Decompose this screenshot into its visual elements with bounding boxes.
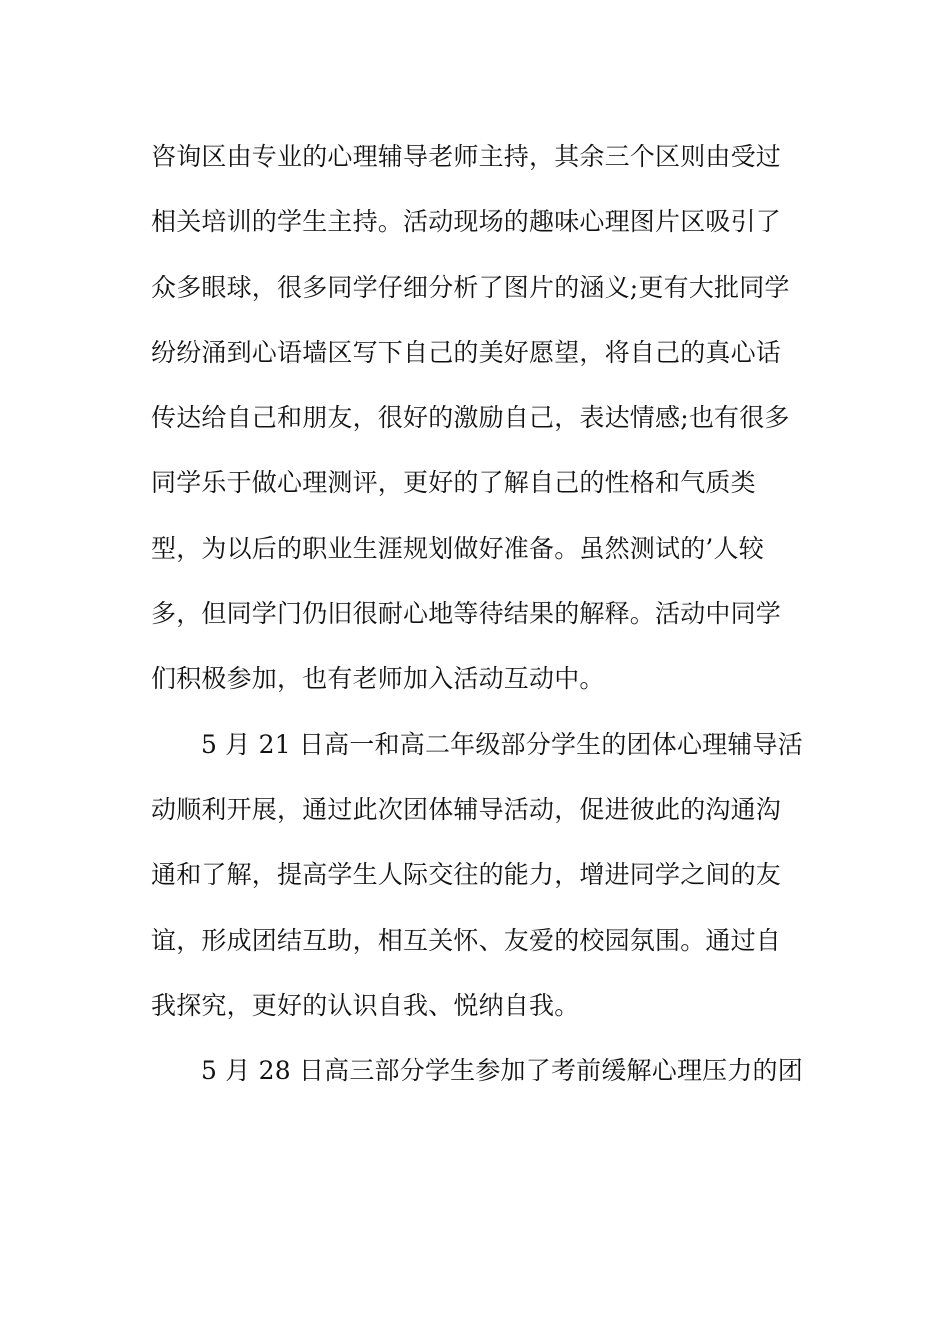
paragraph-start-line: 5 月 28 日高三部分学生参加了考前缓解心理压力的团 <box>201 1056 803 1086</box>
text-line: 型，为以后的职业生涯规划做好准备。虽然测试的’人较 <box>151 533 764 563</box>
text-line: 通和了解，提高学生人际交往的能力，增进同学之间的友 <box>151 860 782 890</box>
text-line: 相关培训的学生主持。活动现场的趣味心理图片区吸引了 <box>151 207 782 237</box>
text-line: 众多眼球，很多同学仔细分析了图片的涵义;更有大批同学 <box>151 272 790 302</box>
text-line: 纷纷涌到心语墙区写下自己的美好愿望，将自己的真心话 <box>151 337 782 367</box>
text-line: 传达给自己和朋友，很好的激励自己，表达情感;也有很多 <box>151 403 790 433</box>
text-line: 同学乐于做心理测评，更好的了解自己的性格和气质类 <box>151 468 756 498</box>
text-line: 多，但同学门仍旧很耐心地等待结果的解释。活动中同学 <box>151 599 782 629</box>
text-line: 谊，形成团结互助，相互关怀、友爱的校园氛围。通过自 <box>151 925 782 955</box>
text-line: 我探究，更好的认识自我、悦纳自我。 <box>151 990 580 1020</box>
text-line: 咨询区由专业的心理辅导老师主持，其余三个区则由受过 <box>151 142 782 171</box>
text-line: 动顺利开展，通过此次团体辅导活动，促进彼此的沟通沟 <box>151 794 782 824</box>
document-body <box>151 124 811 1103</box>
text-line: 们积极参加，也有老师加入活动互动中。 <box>151 664 605 694</box>
paragraph-start-line: 5 月 21 日高一和高二年级部分学生的团体心理辅导活 <box>201 729 803 759</box>
